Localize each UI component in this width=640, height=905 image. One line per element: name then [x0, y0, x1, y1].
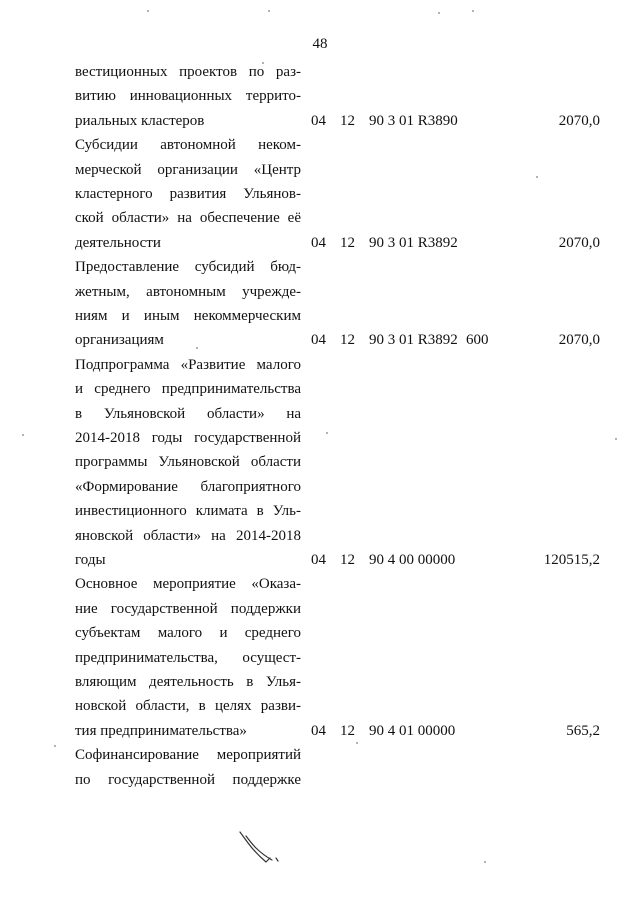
- description-line: мерческой организации «Центр: [75, 161, 301, 178]
- amount: 2070,0: [558, 332, 600, 349]
- description-line: инвестиционного климата в Уль-: [75, 503, 301, 520]
- section-code: 04: [311, 551, 326, 568]
- amount: 2070,0: [558, 234, 600, 251]
- description-line: деятельности: [75, 234, 161, 251]
- row-description: [75, 743, 301, 792]
- scan-speck: [484, 861, 486, 863]
- description-line: Субсидии автономной неком-: [75, 137, 301, 154]
- description-line: ской области» на обеспечение её: [75, 210, 301, 227]
- scan-speck: [147, 10, 149, 12]
- section-code: 04: [311, 722, 326, 739]
- section-code: 04: [311, 234, 326, 251]
- description-line: годы: [75, 552, 106, 569]
- subsection-code: 12: [340, 551, 355, 568]
- description-line: яновской области» на 2014-2018: [75, 527, 301, 544]
- scan-speck: [262, 62, 264, 64]
- description-line: по государственной поддержке: [75, 771, 301, 788]
- row-description: [75, 60, 301, 133]
- description-line: Софинансирование мероприятий: [75, 747, 301, 764]
- description-line: вестиционных проектов по раз-: [75, 64, 301, 80]
- target-article-code: 90 4 00 00000: [369, 551, 456, 568]
- row-description: [75, 255, 301, 353]
- scan-speck: [472, 10, 474, 12]
- table-row: [0, 743, 640, 792]
- scan-speck: [22, 434, 24, 436]
- table-row: [0, 353, 640, 573]
- scan-speck: [356, 742, 358, 744]
- description-line: витию инновационных террито-: [75, 88, 301, 105]
- description-line: Основное мероприятие «Оказа-: [75, 576, 301, 593]
- target-article-code: 90 3 01 R3892: [369, 332, 458, 349]
- target-article-code: 90 4 01 00000: [369, 722, 456, 739]
- scan-speck: [438, 12, 440, 14]
- scan-speck: [268, 10, 270, 12]
- target-article-code: 90 3 01 R3892: [369, 234, 458, 251]
- scan-speck: [196, 347, 198, 349]
- description-line: программы Ульяновской области: [75, 454, 301, 471]
- row-description: [75, 353, 301, 573]
- description-line: организациям: [75, 332, 164, 349]
- pen-mark-icon: [236, 830, 284, 870]
- subsection-code: 12: [340, 332, 355, 349]
- description-line: в Ульяновской области» на: [75, 405, 301, 422]
- description-line: 2014-2018 годы государственной: [75, 430, 301, 447]
- subsection-code: 12: [340, 722, 355, 739]
- description-line: предпринимательства, осущест-: [75, 649, 301, 666]
- table-row: [0, 572, 640, 743]
- scan-speck: [615, 438, 617, 440]
- amount: 2070,0: [558, 112, 600, 129]
- description-line: жетным, автономным учрежде-: [75, 283, 301, 300]
- description-line: Подпрограмма «Развитие малого: [75, 356, 301, 373]
- description-line: риальных кластеров: [75, 112, 205, 129]
- table-row: [0, 60, 640, 133]
- scan-speck: [54, 745, 56, 747]
- description-line: Предоставление субсидий бюд-: [75, 259, 301, 276]
- page-number: 48: [312, 36, 328, 52]
- row-description: [75, 133, 301, 255]
- description-line: и среднего предпринимательства: [75, 381, 301, 398]
- description-line: ниям и иным некоммерческим: [75, 308, 301, 324]
- section-code: 04: [311, 332, 326, 349]
- expense-type-code: 600: [466, 332, 489, 349]
- description-line: кластерного развития Ульянов-: [75, 186, 301, 202]
- subsection-code: 12: [340, 234, 355, 251]
- target-article-code: 90 3 01 R3890: [369, 112, 458, 129]
- description-line: тия предпринимательства»: [75, 722, 247, 739]
- subsection-code: 12: [340, 112, 355, 129]
- table-row: [0, 255, 640, 353]
- description-line: вляющим деятельность в Улья-: [75, 674, 301, 691]
- table-row: [0, 133, 640, 255]
- scan-speck: [536, 176, 538, 178]
- scan-speck: [326, 432, 328, 434]
- description-line: новской области, в целях разви-: [75, 698, 301, 715]
- description-line: ние государственной поддержки: [75, 600, 301, 617]
- row-description: [75, 572, 301, 743]
- section-code: 04: [311, 112, 326, 129]
- description-line: «Формирование благоприятного: [75, 478, 301, 495]
- amount: 565,2: [566, 722, 600, 739]
- amount: 120515,2: [543, 551, 600, 568]
- description-line: субъектам малого и среднего: [75, 625, 301, 642]
